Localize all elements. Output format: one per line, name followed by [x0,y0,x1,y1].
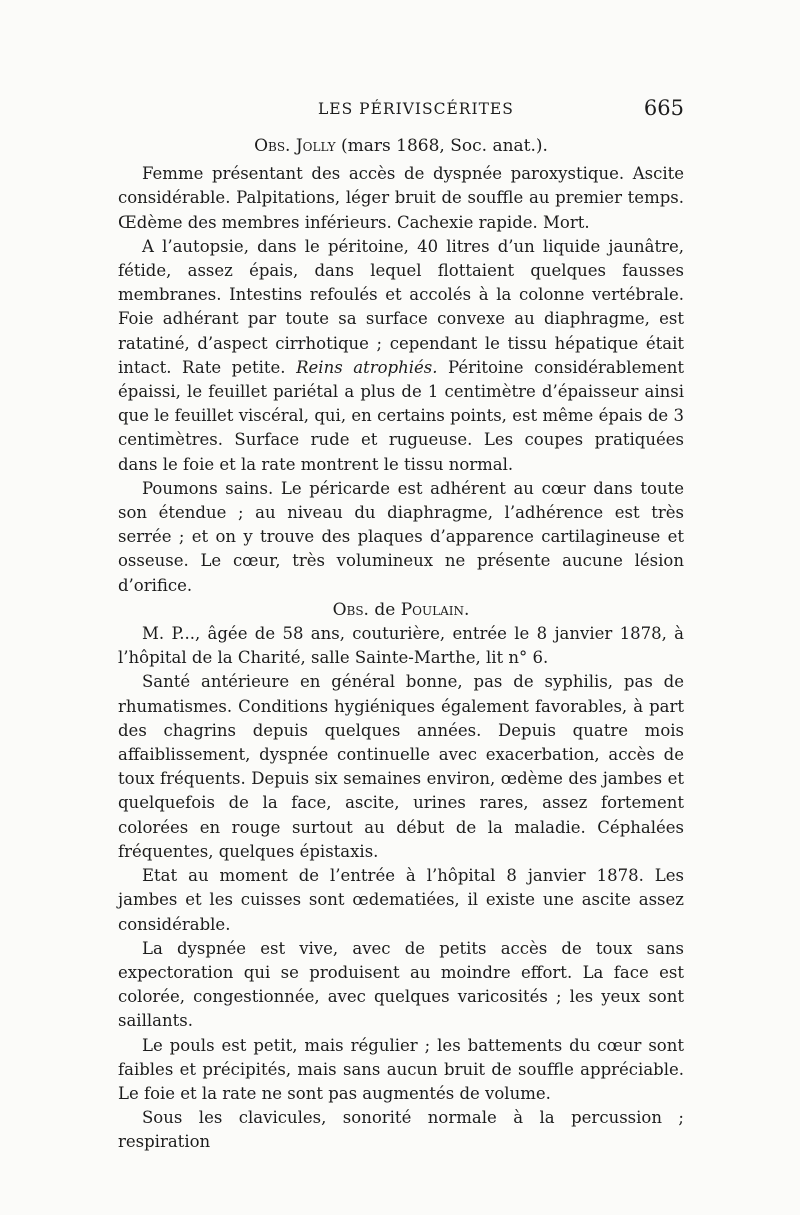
paragraph: Femme présentant des accès de dyspnée paroxystique. Ascite considérable. Palpitations, léger bruit de souffle au premier temps. Œdème des membres inférieurs. Cachexie rapide. Mort. [118,164,684,232]
heading-author: Poulain. [400,599,470,620]
heading-obs-label: Obs. [254,136,291,156]
body-text [118,134,684,1155]
text-run: A l’autopsie, dans le péritoine, 40 litres d’un liquide jaunâtre, fétide, assez épais, dans lequel flottaient quelques fausses membranes. Intestins refoulés et accolés à la colonne vertébrale. Foie adhérant par toute sa surface convexe au diaphragme, est ratatiné, d’aspect cirrhotique ; cependant le tissu hépatique était intact. Rate petite. [118,236,684,377]
italic-emphasis: Reins atrophiés. [296,357,438,377]
paragraph: La dyspnée est vive, avec de petits accès de toux sans expectoration qui se produisent au moindre effort. La face est colorée, congestionnée, avec quelques varicosités ; les yeux sont saillants. [118,938,684,1031]
paragraph: Poumons sains. Le péricarde est adhérent au cœur dans toute son étendue ; au niveau du diaphragme, l’adhérence est très serrée ; et on y trouve des plaques d’apparence cartilagineuse et osseuse. Le cœur, très volumineux ne présente aucune lésion d’orifice. [118,478,684,595]
observation-heading-poulain [118,598,684,622]
paragraph: Sous les clavicules, sonorité normale à la percussion ; respiration [118,1108,684,1152]
page-number: 665 [643,96,684,120]
paragraph: M. P..., âgée de 58 ans, couturière, entrée le 8 janvier 1878, à l’hôpital de la Charité, salle Sainte-Marthe, lit n° 6. [118,624,684,668]
paragraph: Santé antérieure en général bonne, pas de syphilis, pas de rhumatismes. Conditions hygiéniques également favorables, à part des chagrins depuis quelques années. Depuis quatre mois affaiblissement, dyspnée continuelle avec exacerbation, accès de toux fréquents. Depuis six semaines environ, œdème des jambes et quelquefois de la face, ascite, urines rares, assez fortement colorées en rouge surtout au début de la maladie. Céphalées fréquentes, quelques épistaxis. [118,672,684,861]
running-title: LES PÉRIVISCÉRITES [318,100,514,118]
paragraph-autopsy [118,235,684,477]
running-head [118,96,686,126]
heading-obs-label: Obs. [332,599,369,620]
paragraph: Le pouls est petit, mais régulier ; les battements du cœur sont faibles et précipités, mais sans aucun bruit de souffle appréciable. Le foie et la rate ne sont pas augmentés de volume. [118,1035,684,1103]
heading-author: Jolly [295,136,336,156]
observation-heading-jolly [118,134,684,158]
heading-source: (mars 1868, Soc. anat.). [341,136,548,156]
heading-de: de [374,599,396,620]
paragraph: Etat au moment de l’entrée à l’hôpital 8 janvier 1878. Les jambes et les cuisses sont œdematiées, il existe une ascite assez considérable. [118,866,684,934]
text-run: Péritoine considérablement épaissi, le feuillet pariétal a plus de 1 centimètre d’épaisseur ainsi que le feuillet viscéral, qui, en certains points, est même épais de 3 centimètres. Surface rude et rugueuse. Les coupes pratiquées dans le foie et la rate montrent le tissu normal. [118,357,685,474]
